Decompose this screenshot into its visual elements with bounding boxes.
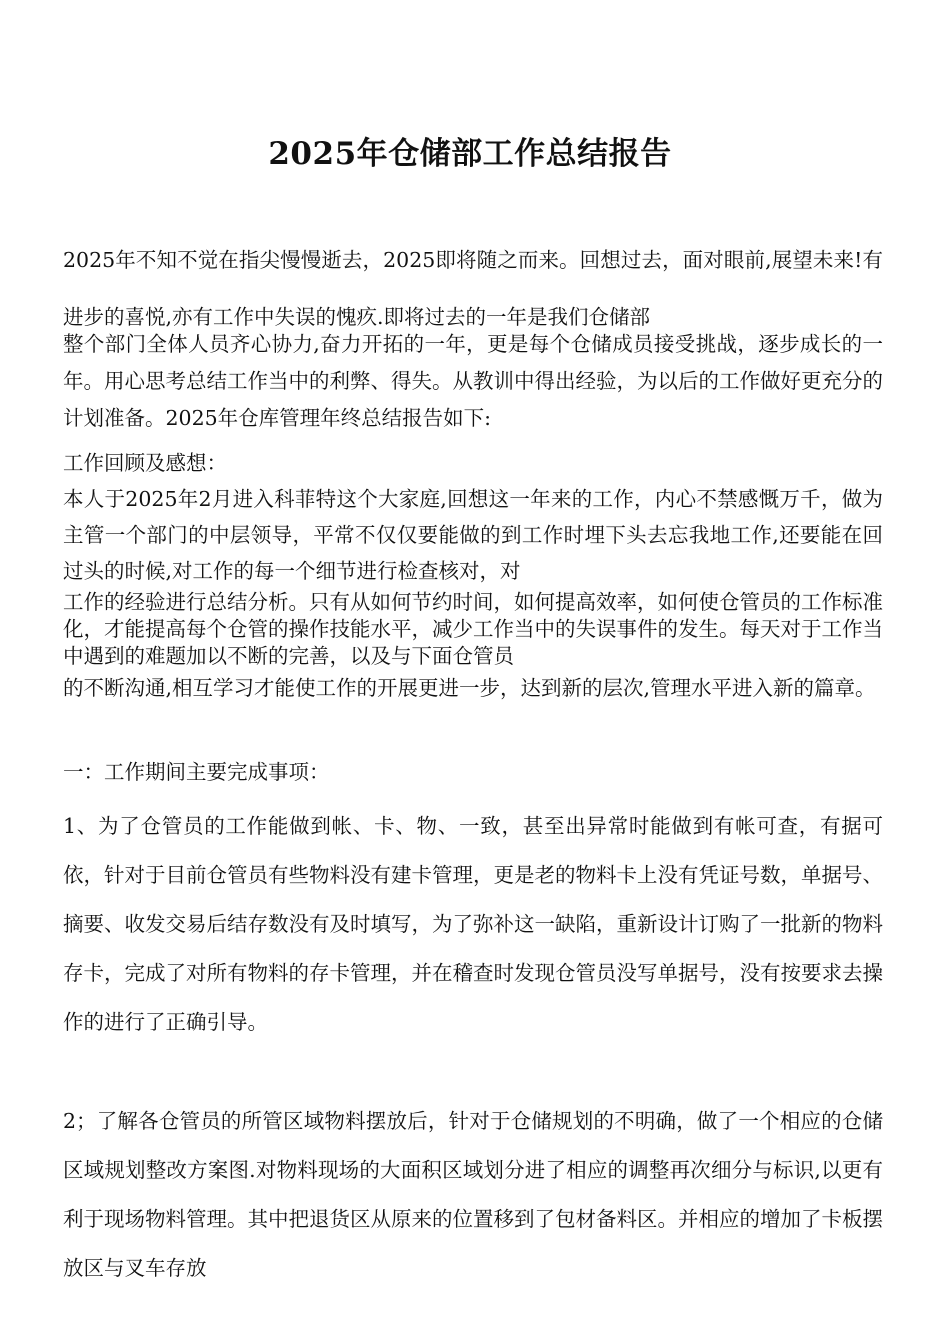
item-2-paragraph bbox=[63, 1097, 883, 1293]
review-heading-block bbox=[63, 447, 883, 480]
section-heading-block bbox=[63, 756, 883, 789]
review-text-1: 本人于2025年2月进入科菲特这个大家庭,回想这一年来的工作，内心不禁感慨万千，做为主管一个部门的中层领导，平常不仅仅要能做的到工作时埋下头去忘我地工作,还要能在回过头的时候,对工作的每一个细节进行检查核对，对 bbox=[63, 487, 883, 583]
item-1-paragraph bbox=[63, 802, 883, 1047]
intro-paragraph bbox=[63, 232, 883, 437]
review-text-2: 工作的经验进行总结分析。只有从如何节约时间，如何提高效率，如何使仓管员的工作标准化，才能提高每个仓管的操作技能水平，减少工作当中的失误事件的发生。每天对于工作当中遇到的难题加以不断的完善，以及与下面仓管员 bbox=[63, 590, 883, 668]
section-heading: 一：工作期间主要完成事项： bbox=[63, 760, 330, 784]
item-1-text: 1、为了仓管员的工作能做到帐、卡、物、一致，甚至出异常时能做到有帐可查，有据可依，针对于目前仓管员有些物料没有建卡管理，更是老的物料卡上没有凭证号数，单据号、摘要、收发交易后结存数没有及时填写，为了弥补这一缺陷，重新设计订购了一批新的物料存卡，完成了对所有物料的存卡管理，并在稽查时发现仓管员没写单据号，没有按要求去操作的进行了正确引导。 bbox=[63, 814, 883, 1034]
review-heading: 工作回顾及感想： bbox=[63, 451, 227, 475]
review-paragraph bbox=[63, 481, 883, 706]
intro-text-b: 整个部门全体人员齐心协力,奋力开拓的一年，更是每个仓储成员接受挑战，逐步成长的一年。用心思考总结工作当中的利弊、得失。从教训中得出经验，为以后的工作做好更充分的计划准备。2025年仓库管理年终总结报告如下: bbox=[63, 332, 883, 430]
document-title: 2025年仓储部工作总结报告 bbox=[268, 136, 672, 172]
review-text-3: 的不断沟通,相互学习才能使工作的开展更进一步，达到新的层次,管理水平进入新的篇章。 bbox=[63, 676, 876, 700]
intro-text-a: 2025年不知不觉在指尖慢慢逝去，2025即将随之而来。回想过去，面对眼前,展望未来!有进步的喜悦,亦有工作中失误的愧疚.即将过去的一年是我们仓储部 bbox=[63, 248, 883, 329]
item-2-text: 2；了解各仓管员的所管区域物料摆放后，针对于仓储规划的不明确，做了一个相应的仓储区域规划整改方案图.对物料现场的大面积区域划分进了相应的调整再次细分与标识,以更有利于现场物料管理。其中把退货区从原来的位置移到了包材备料区。并相应的增加了卡板摆放区与叉车存放 bbox=[63, 1109, 883, 1280]
